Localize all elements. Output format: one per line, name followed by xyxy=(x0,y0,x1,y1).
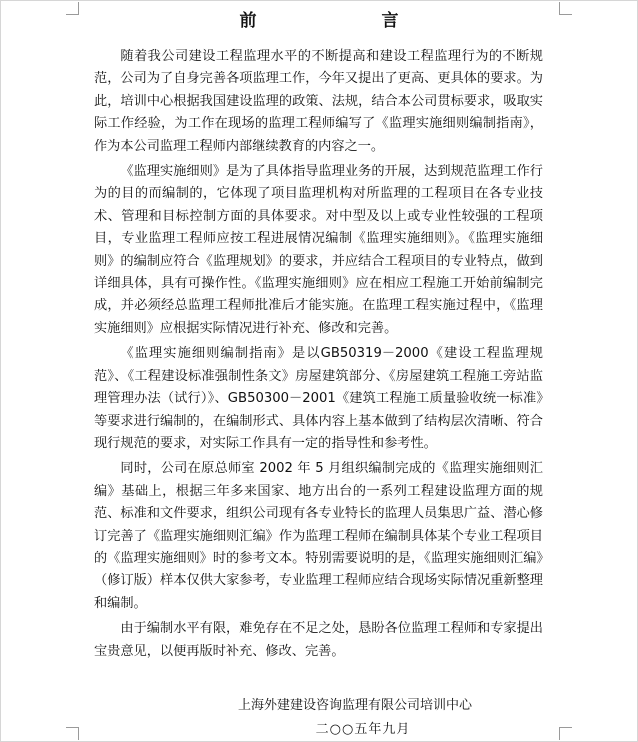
paragraph: 由于编制水平有限，难免存在不足之处，恳盼各位监理工程师和专家提出宝贵意见，以便再版时补充、修改、完善。 xyxy=(94,621,543,659)
paragraph: 《监理实施细则》是为了具体指导监理业务的开展，达到规范监理工作行为的目的而编制的，它体现了项目监理机构对所监理的工程项目在各专业技术、管理和目标控制方面的具体要求。对中型及以上或专业性较强的工程项目，专业监理工程师应按工程进展情况编制《监理实施细则》。《监理实施细则》的编制应符合《监理规划》的要求，并应结合工程项目的专业特点，做到详细具体，具有可操作性。《监理实施细则》应在相应工程施工开始前编制完成，并必须经总监理工程师批准后才能实施。在监理工程实施过程中，《监理实施细则》应根据实际情况进行补充、修改和完善。 xyxy=(94,164,543,336)
paragraph: 同时，公司在原总师室 2002 年 5 月组织编制完成的《监理实施细则汇编》基础上，根据三年多来国家、地方出台的一系列工程建设监理方面的规范、标准和文件要求，组织公司现有各专业特长的监理人员集思广益、潜心修订完善了《监理实施细则汇编》作为监理工程师在编制具体某个专业工程项目的《监理实施细则》时的参考文本。特别需要说明的是，《监理实施细则汇编》（修订版）样本仅供大家参考，专业监理工程师应结合现场实际情况重新整理和编制。 xyxy=(94,461,543,611)
signature-organization: 上海外建建设咨询监理有限公司培训中心 xyxy=(237,698,472,713)
document-body xyxy=(94,46,543,666)
paragraph: 随着我公司建设工程监理水平的不断提高和建设工程监理行为的不断规范，公司为了自身完善各项监理工作，今年又提出了更高、更具体的要求。为此，培训中心根据我国建设监理的政策、法规，结合本公司贯标要求，吸取实际工作经验，为工作在现场的监理工程师编写了《监理实施细则编制指南》，作为本公司监理工程师内部继续教育的内容之一。 xyxy=(94,49,543,154)
paragraph: 《监理实施细则编制指南》是以GB50319－2000《建设工程监理规范》、《工程建设标准强制性条文》房屋建筑部分、《房屋建筑工程施工旁站监理管理办法（试行）》、GB50300－2001《建筑工程施工质量验收统一标准》等要求进行编制的，在编制形式、具体内容上基本做到了结构层次清晰、符合现行规范的要求，对实际工作具有一定的指导性和参考性。 xyxy=(94,346,543,451)
page-title: 前 言 xyxy=(239,11,453,31)
signature-date: 二○○五年九月 xyxy=(315,722,411,737)
